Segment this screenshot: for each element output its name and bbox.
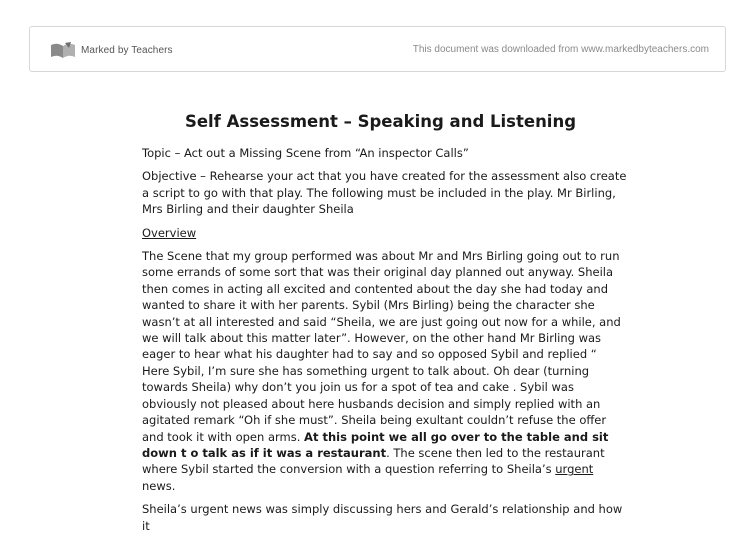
overview-bold-text: At this point we all go over to the table and sit down t o talk as if it was a restaurant [142,429,609,460]
overview-paragraph [142,248,627,494]
book-logo-icon [50,41,76,59]
logo-text: Marked by Teachers [81,44,173,56]
overview-heading [142,225,627,241]
topic-line: Topic – Act out a Missing Scene from “An inspector Calls” [142,146,469,160]
download-banner [29,26,726,72]
document-body [142,112,627,541]
objective-paragraph: Objective – Rehearse your act that you have created for the assessment also create a script to go with that play. The following must be included in the play. Mr Birling, Mrs Birling and their daughter Sheila [142,169,627,217]
overview-text-3: news. [142,478,176,493]
download-note: This document was downloaded from www.markedbyteachers.com [412,44,709,55]
overview-heading-text: Overview [142,225,197,240]
site-logo[interactable] [50,41,173,59]
closing-paragraph: Sheila’s urgent news was simply discussing hers and Gerald’s relationship and how it [142,502,623,533]
overview-text-2: . The scene then led to the restaurant where Sybil started the conversion with a question referring to Sheila’s [142,445,605,477]
document-title: Self Assessment – Speaking and Listening [184,112,577,131]
overview-text-1: The Scene that my group performed was about Mr and Mrs Birling going out to run some errands of some sort that was their original day planned out anyway. Sheila then comes in acting all excited and contented about the day she had today and wanted to share it with her parents. Sybil (Mrs Birling) being the character she wasn’t at all interested and said “Sheila, we are just going out now for a while, and we will talk about this matter later”. However, on the other hand Mr Birling was eager to hear what his daughter had to say and so opposed Sybil and replied “ Here Sybil, I’m sure she has something urgent to talk about. Oh dear (turning towards Sheila) why don’t you join us for a spot of tea and cake . Sybil was obviously not pleased about here husbands decision and simply replied with an agitated remark “Oh if she must”. Sheila being exultant couldn’t refuse the offer and took it with open arms. [142,249,621,444]
overview-underlined-text: urgent [555,462,594,477]
